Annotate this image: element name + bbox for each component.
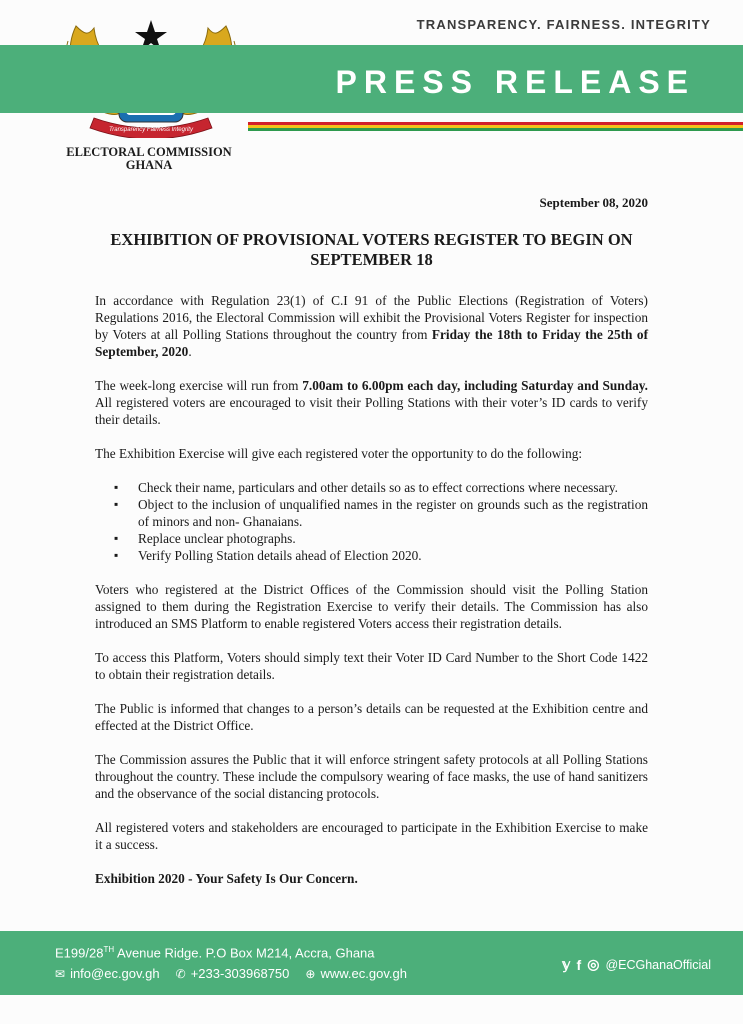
closing-line — [95, 870, 648, 887]
envelope-icon: ✉ — [55, 967, 66, 981]
paragraph-2-hours: 7.00am to 6.00pm each day, including Saturday and Sunday. — [302, 378, 648, 393]
paragraph-2-text: The week-long exercise will run from — [95, 378, 303, 393]
footer-bar — [0, 931, 743, 995]
website-link[interactable] — [305, 966, 407, 981]
social-handles[interactable] — [562, 956, 711, 973]
paragraph-1-end: . — [188, 344, 192, 359]
paragraph-5: To access this Platform, Voters should simply text their Voter ID Card Number to the Short Code 1422 to obtain their registration details. — [95, 650, 648, 682]
press-release-title: EXHIBITION OF PROVISIONAL VOTERS REGISTER TO BEGIN ON SEPTEMBER 18 — [110, 230, 633, 269]
org-line-2: GHANA — [125, 158, 173, 172]
email-text: info@ec.gov.gh — [70, 966, 160, 981]
instagram-icon: ◎ — [587, 956, 600, 972]
paragraph-1-dates: Friday the 18th to Friday the 25th of September, 2020 — [95, 327, 648, 359]
email-contact[interactable] — [55, 966, 160, 981]
exercise-list — [95, 479, 648, 564]
phone-icon: ✆ — [175, 967, 186, 981]
twitter-icon: 𝕪 — [561, 956, 571, 972]
release-date: September 08, 2020 — [539, 195, 648, 210]
list-item: ▪ Check their name, particulars and other details so as to effect corrections where necessary. — [138, 479, 648, 496]
tagline: TRANSPARENCY. FAIRNESS. INTEGRITY — [416, 17, 711, 32]
social-handle-text: @ECGhanaOfficial — [605, 957, 711, 972]
address-sup: TH — [103, 945, 115, 954]
paragraph-8: All registered voters and stakeholders are encouraged to participate in the Exhibition Exercise to make it a success. — [95, 820, 648, 852]
logo-ribbon-text: Transparency Fairness Integrity — [109, 127, 193, 133]
green-stripe — [248, 128, 743, 131]
list-item: ▪ Replace unclear photographs. — [138, 530, 648, 547]
paragraph-2-end: All registered voters are encouraged to visit their Polling Stations with their voter’s ID cards to verify their details. — [95, 395, 648, 427]
phone-text: +233-303968750 — [190, 966, 290, 981]
paragraph-4: Voters who registered at the District Offices of the Commission should visit the Polling Station assigned to them during the Registration Exercise to verify their details. The Commission has also introduced an SMS Platform to enable registered Voters access their registration details. — [95, 582, 648, 631]
address-rest: Avenue Ridge. P.O Box M214, Accra, Ghana — [114, 945, 375, 961]
footer-contacts — [55, 966, 407, 981]
organization-name — [40, 146, 258, 172]
paragraph-1-text: In accordance with Regulation 23(1) of C.I 91 of the Public Elections (Registration of Voters) Regulations 2016, the Electoral Commission will exhibit the Provisional Voters Register for inspection by Voters at all Polling Stations throughout the country from — [95, 293, 648, 342]
press-release-body — [95, 292, 648, 904]
paragraph-7: The Commission assures the Public that it will enforce stringent safety protocols at all Polling Stations throughout the country. These include the compulsory wearing of face masks, the use of hand sanitizers and the observance of the social distancing protocols. — [95, 752, 648, 801]
paragraph-6: The Public is informed that changes to a person’s details can be requested at the Exhibition centre and effected at the District Office. — [95, 701, 648, 733]
phone-contact[interactable] — [176, 966, 290, 981]
facebook-icon: f — [576, 956, 582, 973]
footer-address — [55, 945, 375, 960]
paragraph-2 — [95, 377, 648, 428]
closing-text: Exhibition 2020 - Your Safety Is Our Concern. — [95, 871, 358, 886]
paragraph-1 — [95, 292, 648, 360]
list-item: ▪ Object to the inclusion of unqualified names in the register on grounds such as the registration of minors and non- Ghanaians. — [138, 496, 648, 530]
website-text: www.ec.gov.gh — [320, 966, 407, 981]
press-release-heading: PRESS RELEASE — [335, 64, 695, 100]
address-number: E199/28 — [55, 945, 104, 961]
globe-icon: ⊕ — [305, 967, 316, 981]
paragraph-3: The Exhibition Exercise will give each registered voter the opportunity to do the following: — [95, 446, 583, 461]
list-item: ▪ Verify Polling Station details ahead of Election 2020. — [138, 547, 648, 564]
org-line-1: ELECTORAL COMMISSION — [66, 145, 232, 159]
